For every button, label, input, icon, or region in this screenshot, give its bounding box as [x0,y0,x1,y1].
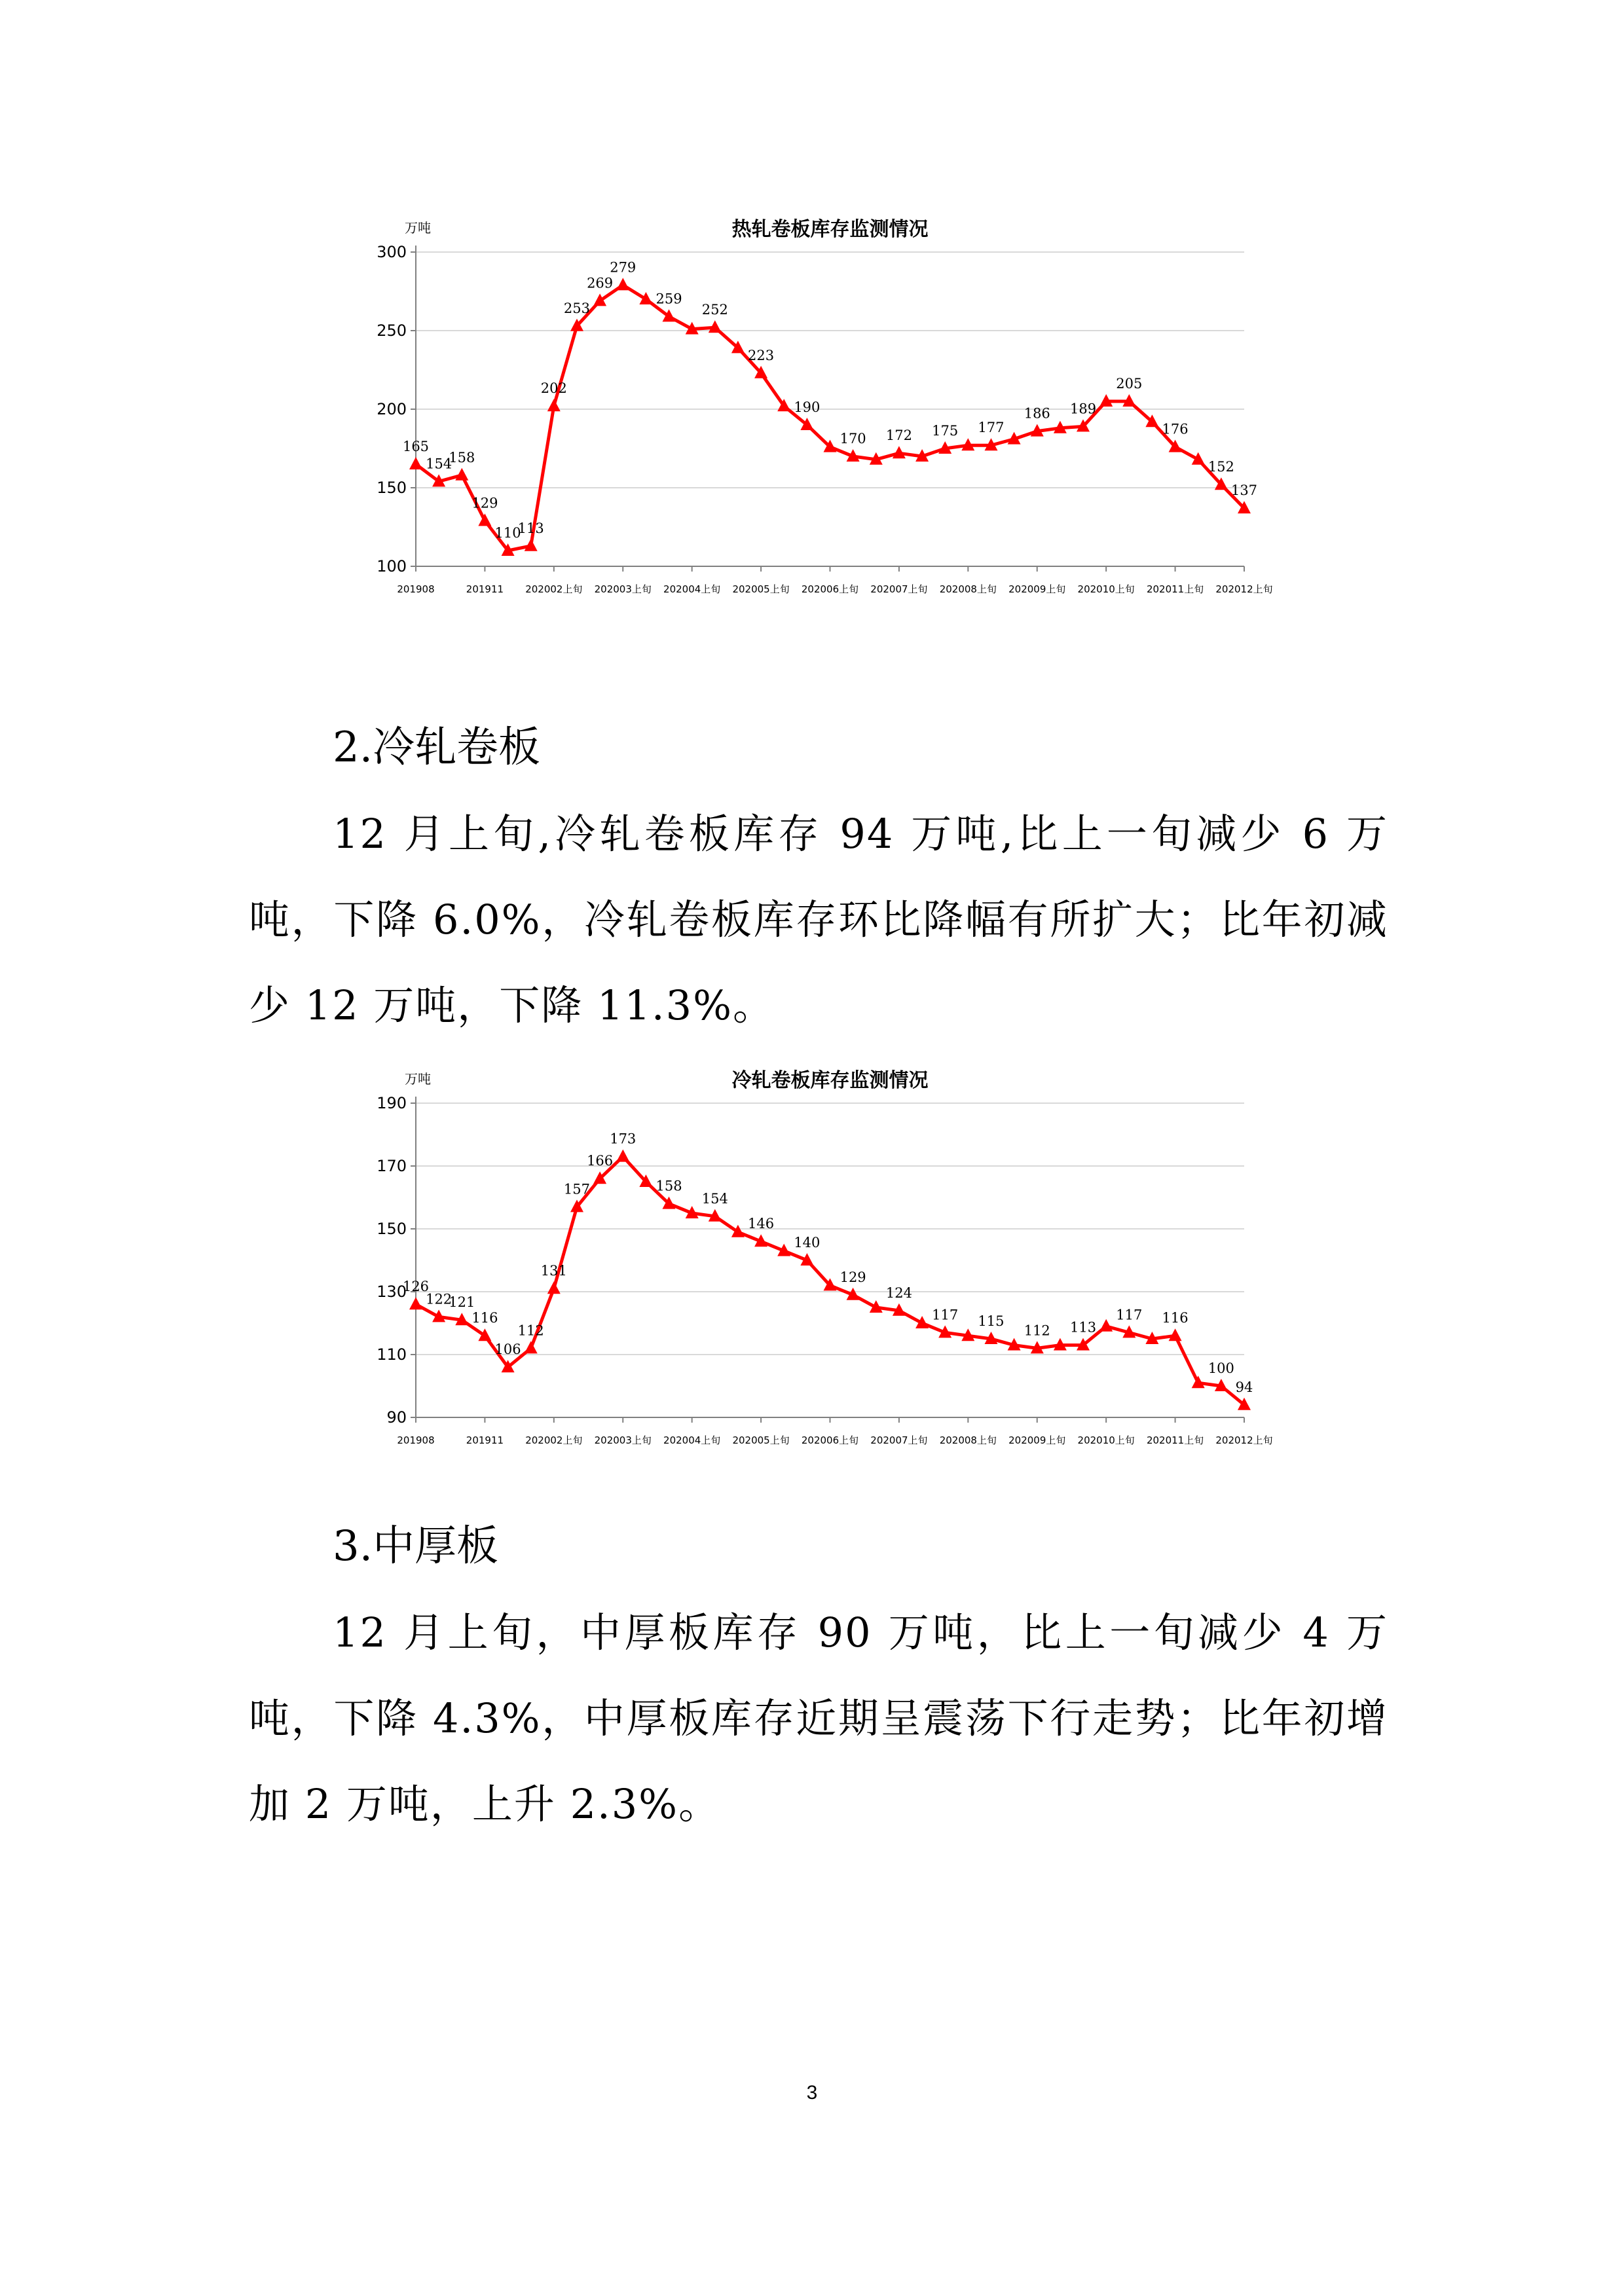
chart1-y-tick-label: 90 [386,1408,407,1427]
chart1-data-label: 112 [1024,1322,1050,1339]
chart1-data-label: 154 [701,1190,728,1207]
chart1-x-tick-label: 202007上旬 [870,1434,928,1446]
chart1-x-tick-label: 202008上旬 [939,1434,997,1446]
chart0-y-tick-label: 100 [377,557,407,575]
chart1-x-tick-label: 202009上旬 [1008,1434,1066,1446]
chart1-x-tick-label: 201911 [466,1434,504,1446]
chart0-data-label: 113 [517,520,544,536]
chart0-data-label: 186 [1024,405,1050,422]
chart0-data-point-marker [593,293,606,306]
chart0-data-label: 205 [1116,376,1143,392]
chart1-data-point-marker [731,1225,745,1237]
chart0-data-label: 223 [748,347,775,363]
chart1-data-label: 113 [1069,1319,1097,1336]
chart0-title: 热轧卷板库存监测情况 [731,218,929,241]
chart0-data-point-marker [616,278,629,290]
chart0-data-label: 189 [1069,401,1097,417]
chart0-x-tick-label: 202009上旬 [1008,583,1066,595]
chart0-data-label: 177 [978,420,1005,436]
chart0-data-label: 175 [932,423,959,439]
chart0-data-point-marker [409,457,422,469]
cold-rolled-chart-svg [354,1054,1290,1453]
chart0-data-label: 259 [655,291,682,307]
chart0-x-tick-label: 202006上旬 [801,583,859,595]
chart0-data-label: 279 [610,259,637,276]
chart1-data-label: 112 [517,1322,544,1339]
chart1-data-label: 94 [1235,1379,1253,1395]
chart1-title: 冷轧卷板库存监测情况 [731,1069,929,1092]
chart1-data-label: 117 [932,1307,959,1323]
chart1-data-point-marker [409,1297,422,1309]
chart0-data-label: 252 [701,302,728,318]
chart0-data-label: 110 [494,525,521,541]
chart1-y-tick-label: 190 [377,1094,407,1112]
chart0-data-label: 172 [885,428,912,444]
chart1-y-tick-label: 150 [377,1220,407,1238]
section-3-paragraph: 12 月上旬，中厚板库存 90 万吨，比上一旬减少 4 万吨，下降 4.3%，中厚板库存近期呈震荡下行走势；比年初增加 2 万吨，上升 2.3%。 [249,1609,1388,1828]
chart1-x-tick-label: 202005上旬 [732,1434,790,1446]
chart1-data-label: 131 [540,1263,567,1279]
chart0-data-label: 269 [587,275,614,291]
hot-rolled-chart-svg [354,203,1290,602]
chart1-data-label: 117 [1116,1307,1143,1323]
chart1-data-label: 140 [794,1235,821,1250]
section-2-paragraph: 12 月上旬,冷轧卷板库存 94 万吨,比上一旬减少 6 万吨，下降 6.0%，冷轧卷板库存环比降幅有所扩大；比年初减少 12 万吨，下降 11.3%。 [249,810,1388,1029]
chart0-data-point-marker [478,513,491,526]
chart1-data-label: 122 [426,1291,452,1307]
chart1-data-label: 126 [402,1279,430,1295]
chart0-x-tick-label: 202012上旬 [1215,583,1273,595]
chart1-x-tick-label: 202012上旬 [1215,1434,1273,1446]
chart0-data-label: 202 [540,380,567,397]
chart1-data-label: 116 [471,1310,498,1326]
chart1-data-point-marker [1099,1319,1113,1332]
chart1-data-label: 121 [449,1294,475,1311]
chart0-data-label: 170 [840,431,866,446]
chart1-data-label: 146 [748,1216,775,1232]
chart0-unit-label: 万吨 [405,220,431,236]
chart1-y-tick-label: 110 [377,1345,407,1364]
chart1-x-tick-label: 202002上旬 [525,1434,583,1446]
chart0-x-tick-label: 202010上旬 [1077,583,1135,595]
chart0-x-tick-label: 202003上旬 [594,583,652,595]
chart0-x-tick-label: 202002上旬 [525,583,583,595]
chart1-data-label: 173 [610,1131,637,1147]
chart0-data-label: 176 [1162,421,1189,437]
section-2-heading: 2.冷轧卷板 [333,723,541,772]
chart1-data-point-marker [616,1150,629,1162]
section-3-heading: 3.中厚板 [333,1522,499,1571]
chart1-data-point-marker [525,1341,538,1353]
cold-rolled-chart [354,1054,1290,1453]
chart1-data-label: 157 [563,1181,591,1197]
chart1-data-point-marker [478,1328,491,1341]
chart1-x-tick-label: 201908 [397,1434,435,1446]
chart1-x-tick-label: 202006上旬 [801,1434,859,1446]
chart1-data-label: 124 [885,1285,912,1301]
chart0-data-label: 253 [563,300,591,316]
chart0-data-label: 165 [402,439,430,454]
chart1-data-label: 166 [587,1153,614,1169]
hot-rolled-chart [354,203,1290,602]
chart1-data-label: 116 [1162,1310,1189,1326]
chart1-y-tick-label: 130 [377,1283,407,1301]
chart0-data-label: 152 [1208,459,1234,475]
chart0-data-point-marker [547,399,561,411]
chart0-x-tick-label: 202007上旬 [870,583,928,595]
chart0-data-label: 190 [794,399,821,415]
chart0-y-tick-label: 200 [377,400,407,418]
chart0-data-point-marker [455,468,468,481]
chart0-series-line [416,285,1244,551]
chart1-x-tick-label: 202004上旬 [663,1434,721,1446]
chart1-x-tick-label: 202010上旬 [1077,1434,1135,1446]
chart0-y-tick-label: 250 [377,321,407,340]
chart1-data-label: 100 [1208,1360,1234,1376]
chart0-data-point-marker [525,539,538,551]
chart1-data-label: 158 [655,1178,682,1194]
chart0-x-tick-label: 201911 [466,583,504,595]
page-number: 3 [806,2082,818,2104]
chart1-x-tick-label: 202003上旬 [594,1434,652,1446]
chart1-data-point-marker [547,1281,561,1294]
chart1-data-label: 106 [494,1341,521,1358]
chart0-x-tick-label: 202005上旬 [732,583,790,595]
chart0-x-tick-label: 202008上旬 [939,583,997,595]
chart1-data-label: 129 [840,1269,866,1285]
chart1-data-label: 115 [978,1313,1005,1329]
chart0-data-label: 137 [1230,483,1258,499]
chart0-y-tick-label: 300 [377,243,407,261]
chart0-y-tick-label: 150 [377,479,407,497]
chart0-x-tick-label: 202004上旬 [663,583,721,595]
chart0-data-label: 158 [449,449,475,465]
chart1-unit-label: 万吨 [405,1071,431,1087]
chart0-x-tick-label: 201908 [397,583,435,595]
chart0-x-tick-label: 202011上旬 [1146,583,1204,595]
chart1-y-tick-label: 170 [377,1157,407,1175]
chart0-data-label: 154 [426,456,452,472]
chart1-x-tick-label: 202011上旬 [1146,1434,1204,1446]
chart0-data-label: 129 [471,495,498,511]
